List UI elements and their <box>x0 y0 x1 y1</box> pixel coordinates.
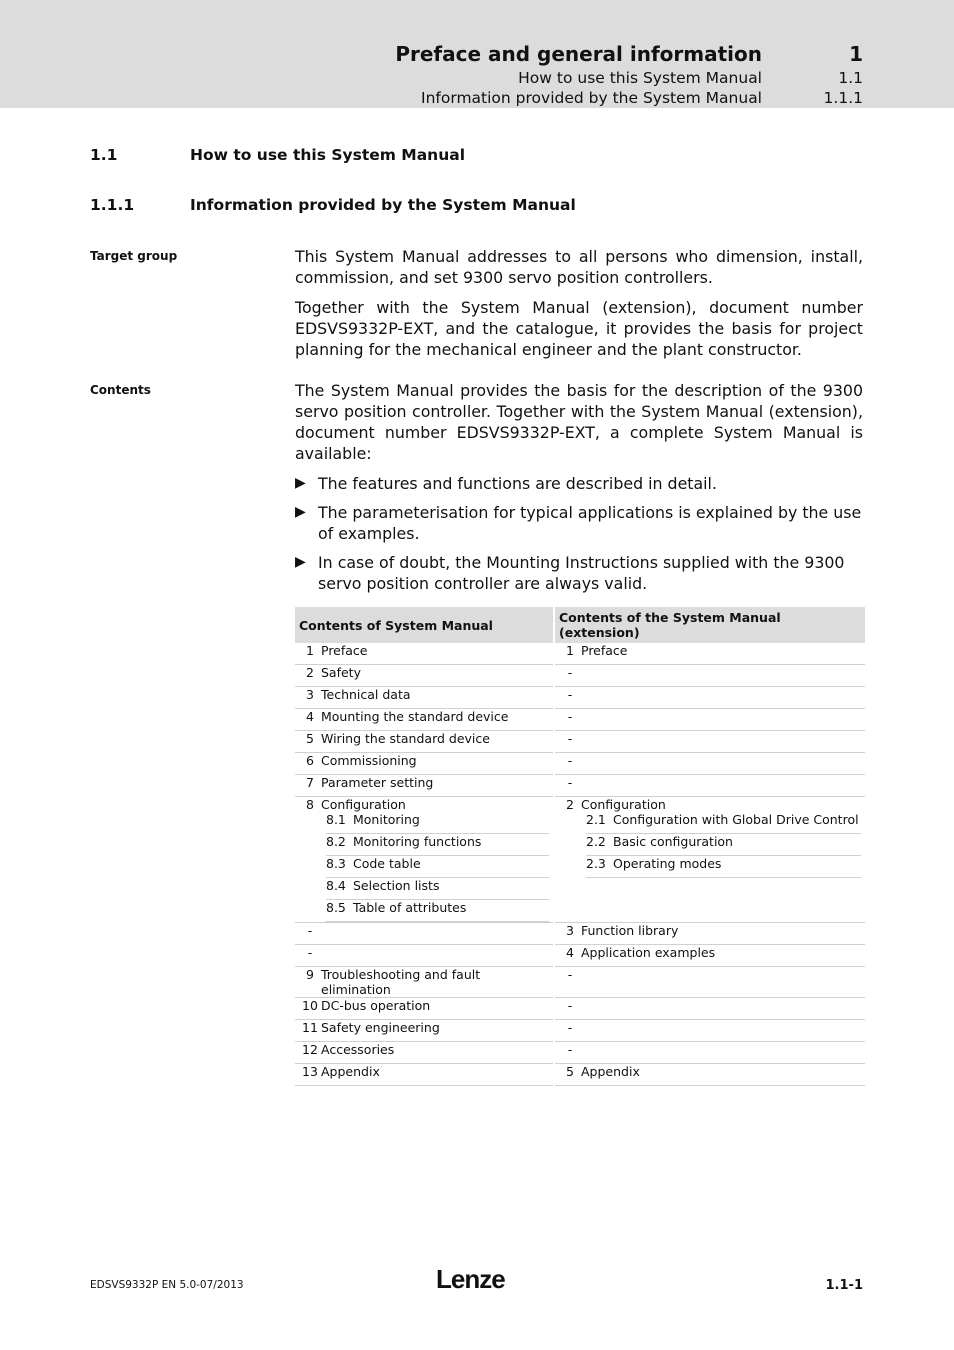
sub-item-number: 8.5 <box>326 900 346 915</box>
sub-item-text: Configuration with Global Drive Control <box>613 812 859 827</box>
target-group-paragraph-1: This System Manual addresses to all persons who dimension, install, commission, and set 9300 servo position controllers. <box>295 247 863 287</box>
sub-item-text: Code table <box>353 856 421 871</box>
sub-item-number: 8.1 <box>326 812 346 827</box>
table-row <box>295 945 865 967</box>
list-item <box>295 473 863 494</box>
row-text: Function library <box>581 923 679 938</box>
row-number: - <box>307 945 313 960</box>
section-heading-number: 1.1 <box>90 146 118 164</box>
row-number: 1 <box>306 643 314 658</box>
sub-item <box>586 834 861 856</box>
chapter-title: Preface and general information <box>395 42 762 66</box>
sub-item-number: 2.1 <box>586 812 606 827</box>
sub-item-number: 8.4 <box>326 878 346 893</box>
table-row <box>295 1020 865 1042</box>
left-cell <box>295 665 554 687</box>
left-cell <box>295 731 554 753</box>
row-number: - <box>307 923 313 938</box>
contents-paragraph: The System Manual provides the basis for the description of the 9300 servo position controller. Together with the System Manual (extension), document number EDSVS9332P-EXT, a complete System Manual is available: <box>295 381 863 463</box>
row-text: Parameter setting <box>321 775 434 790</box>
right-cell <box>554 1042 865 1064</box>
subsection-heading-number: 1.1.1 <box>90 196 135 214</box>
page-header <box>0 0 954 108</box>
row-number: - <box>567 665 573 680</box>
table-row <box>295 665 865 687</box>
table-row <box>295 687 865 709</box>
sub-item <box>326 878 549 900</box>
arrow-bullet-icon: ▶ <box>295 504 306 520</box>
row-text: Preface <box>321 643 368 658</box>
row-text: Commissioning <box>321 753 417 768</box>
right-cell <box>554 1064 865 1086</box>
sub-item <box>326 900 549 922</box>
left-cell <box>295 1020 554 1042</box>
sub-item-text: Monitoring <box>353 812 420 827</box>
sub-item <box>326 812 549 834</box>
row-number: - <box>567 687 573 702</box>
page-number: 1.1-1 <box>825 1278 863 1293</box>
row-number: - <box>567 998 573 1013</box>
target-group-paragraph-2: Together with the System Manual (extension), document number EDSVS9332P-EXT, and the catalogue, it provides the basis for project planning for the mechanical engineer and the plant constructor. <box>295 298 863 359</box>
table-row <box>295 643 865 665</box>
row-number: 11 <box>302 1020 318 1035</box>
arrow-bullet-icon: ▶ <box>295 475 306 491</box>
sub-item-number: 2.3 <box>586 856 606 871</box>
contents-label: Contents <box>90 383 151 397</box>
row-number: 5 <box>306 731 314 746</box>
row-number: - <box>567 731 573 746</box>
row-number: 10 <box>302 998 318 1013</box>
bullet-text: The features and functions are described in detail. <box>318 474 717 493</box>
table-row <box>295 775 865 797</box>
left-cell <box>295 923 554 945</box>
arrow-bullet-icon: ▶ <box>295 554 306 570</box>
left-cell <box>295 967 554 998</box>
row-number: - <box>567 967 573 982</box>
right-cell <box>554 687 865 709</box>
table-row <box>295 923 865 945</box>
right-cell <box>554 665 865 687</box>
chapter-number: 1 <box>849 42 863 66</box>
sub-item-number: 8.2 <box>326 834 346 849</box>
table-row <box>295 998 865 1020</box>
row-number: 9 <box>306 967 314 982</box>
row-number: 1 <box>566 643 574 658</box>
row-text: DC-bus operation <box>321 998 431 1013</box>
right-cell <box>554 797 865 923</box>
table-row-configuration <box>295 797 865 923</box>
bullet-text: The parameterisation for typical applications is explained by the use of examples. <box>318 503 862 543</box>
row-text: Wiring the standard device <box>321 731 490 746</box>
table-body <box>295 643 865 1086</box>
row-text: Appendix <box>581 1064 640 1079</box>
right-cell <box>554 753 865 775</box>
left-cell <box>295 643 554 665</box>
row-text: Preface <box>581 643 628 658</box>
left-cell <box>295 775 554 797</box>
sub-item-number: 8.3 <box>326 856 346 871</box>
row-number: - <box>567 753 573 768</box>
sub-item-number: 2.2 <box>586 834 606 849</box>
row-text: Troubleshooting and fault elimination <box>321 967 481 997</box>
right-cell <box>554 967 865 998</box>
row-number: 13 <box>302 1064 318 1079</box>
left-cell <box>295 797 554 923</box>
subsection-title: Information provided by the System Manual <box>421 89 762 107</box>
right-cell <box>554 998 865 1020</box>
row-text: Mounting the standard device <box>321 709 509 724</box>
sub-item-text: Selection lists <box>353 878 440 893</box>
table-row <box>295 753 865 775</box>
right-cell <box>554 709 865 731</box>
sub-item-text: Operating modes <box>613 856 722 871</box>
left-cell <box>295 1042 554 1064</box>
sub-item-text: Table of attributes <box>353 900 467 915</box>
sub-item <box>586 856 861 878</box>
row-number: 3 <box>306 687 314 702</box>
row-text: Accessories <box>321 1042 395 1057</box>
sub-item-text: Basic configuration <box>613 834 733 849</box>
left-cell <box>295 1064 554 1086</box>
table-row <box>295 1064 865 1086</box>
row-number: 5 <box>566 1064 574 1079</box>
sub-item <box>326 856 549 878</box>
bullet-list <box>295 473 863 602</box>
table-row <box>295 967 865 998</box>
right-cell <box>554 1020 865 1042</box>
row-number: 2 <box>306 665 314 680</box>
left-cell <box>295 687 554 709</box>
table-header-right: Contents of the System Manual (extension) <box>554 607 865 643</box>
left-cell <box>295 998 554 1020</box>
row-text: Application examples <box>581 945 716 960</box>
row-text: Configuration <box>321 797 406 812</box>
left-cell <box>295 753 554 775</box>
sub-item <box>326 834 549 856</box>
row-number: - <box>567 1042 573 1057</box>
left-cell <box>295 945 554 967</box>
bullet-text: In case of doubt, the Mounting Instructions supplied with the 9300 servo position controller are always valid. <box>318 553 845 593</box>
row-number: 3 <box>566 923 574 938</box>
row-text: Safety engineering <box>321 1020 440 1035</box>
table-header-left: Contents of System Manual <box>295 607 554 643</box>
row-number: - <box>567 709 573 724</box>
row-number: 7 <box>306 775 314 790</box>
table-row <box>295 709 865 731</box>
row-number: - <box>567 1020 573 1035</box>
list-item <box>295 552 863 594</box>
contents-table <box>295 607 865 1086</box>
lenze-logo: Lenze <box>436 1264 505 1294</box>
left-cell <box>295 709 554 731</box>
list-item <box>295 502 863 544</box>
sub-item-text: Monitoring functions <box>353 834 482 849</box>
row-text: Safety <box>321 665 361 680</box>
section-title: How to use this System Manual <box>518 69 762 87</box>
subsection-heading-title: Information provided by the System Manual <box>190 196 576 214</box>
row-number: 12 <box>302 1042 318 1057</box>
row-number: 8 <box>306 797 314 812</box>
table-row <box>295 1042 865 1064</box>
right-cell <box>554 923 865 945</box>
section-number: 1.1 <box>838 69 863 87</box>
row-number: 6 <box>306 753 314 768</box>
right-cell <box>554 643 865 665</box>
row-number: 4 <box>306 709 314 724</box>
table-header-row <box>295 607 865 643</box>
row-number: 4 <box>566 945 574 960</box>
sub-item <box>586 812 861 834</box>
row-text: Technical data <box>321 687 411 702</box>
table-row <box>295 731 865 753</box>
row-number: - <box>567 775 573 790</box>
document-id: EDSVS9332P EN 5.0-07/2013 <box>90 1279 244 1291</box>
target-group-label: Target group <box>90 249 178 263</box>
row-text: Configuration <box>581 797 666 812</box>
row-number: 2 <box>566 797 574 812</box>
row-text: Appendix <box>321 1064 380 1079</box>
right-cell <box>554 945 865 967</box>
right-cell <box>554 775 865 797</box>
section-heading-title: How to use this System Manual <box>190 146 466 164</box>
subsection-number: 1.1.1 <box>823 89 863 107</box>
right-cell <box>554 731 865 753</box>
